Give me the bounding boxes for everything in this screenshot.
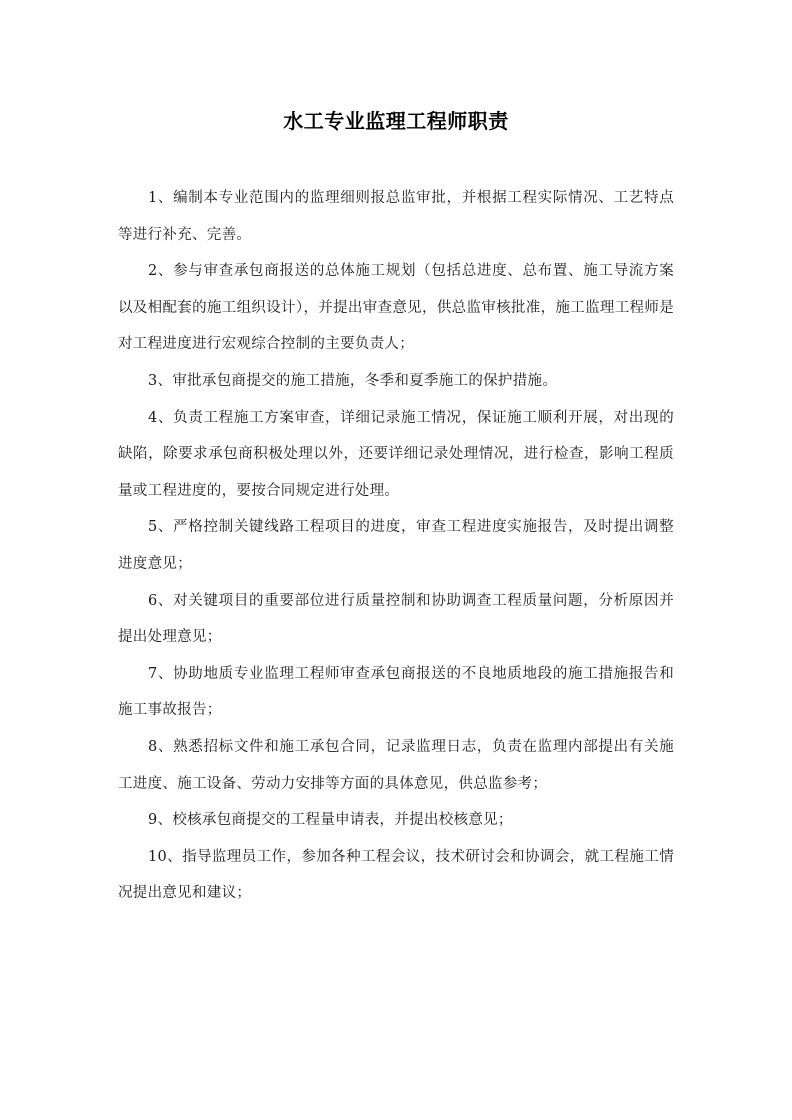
duty-paragraph-8: 8、熟悉招标文件和施工承包合同，记录监理日志，负责在监理内部提出有关施工进度、施工设备、劳动力安排等方面的具体意见，供总监参考；: [118, 738, 674, 792]
document-body: [118, 180, 674, 912]
duty-paragraph-5: 5、严格控制关键线路工程项目的进度，审查工程进度实施报告，及时提出调整进度意见；: [118, 519, 674, 572]
duty-paragraph-2: 2、参与审查承包商报送的总体施工规划（包括总进度、总布置、施工导流方案以及相配套的施工组织设计），并提出审查意见，供总监审核批准，施工监理工程师是对工程进度进行宏观综合控制的主要负责人；: [118, 263, 674, 353]
duty-paragraph-6: 6、对关键项目的重要部位进行质量控制和协助调查工程质量问题，分析原因并提出处理意见；: [118, 592, 674, 646]
document-title: 水工专业监理工程师职责: [283, 109, 509, 133]
duty-paragraph-10: 10、指导监理员工作，参加各种工程会议，技术研讨会和协调会，就工程施工情况提出意见和建议；: [118, 848, 674, 902]
duty-paragraph-7: 7、协助地质专业监理工程师审查承包商报送的不良地质地段的施工措施报告和施工事故报告；: [118, 665, 674, 719]
duty-paragraph-4: 4、负责工程施工方案审查，详细记录施工情况，保证施工顺利开展，对出现的缺陷，除要求承包商积极处理以外，还要详细记录处理情况，进行检查，影响工程质量或工程进度的，要按合同规定进行处理。: [118, 409, 674, 499]
duty-paragraph-3: 3、审批承包商提交的施工措施，冬季和夏季施工的保护措施。: [148, 372, 558, 389]
duty-paragraph-9: 9、校核承包商提交的工程量申请表，并提出校核意见；: [148, 812, 513, 829]
duty-paragraph-1: 1、编制本专业范围内的监理细则报总监审批，并根据工程实际情况、工艺特点等进行补充、完善。: [118, 190, 674, 243]
